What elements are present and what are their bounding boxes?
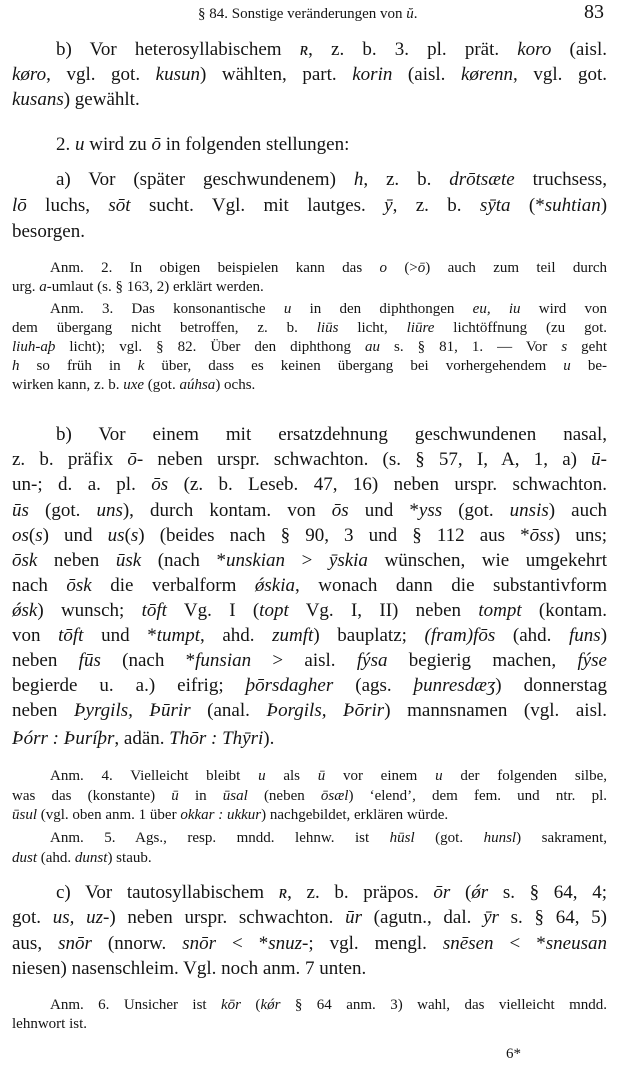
italic-word: Þorgils, Þōrir: [266, 700, 385, 721]
text-run: (*: [510, 195, 545, 216]
text-line: [12, 574, 607, 598]
text-line: [12, 423, 607, 447]
italic-word: fýse: [577, 650, 607, 671]
text-run: ) bauplatz;: [313, 625, 425, 646]
text-line: [12, 786, 607, 806]
italic-word: ōss: [529, 525, 554, 546]
text-run: , vgl. got.: [46, 64, 156, 85]
text-run: Vg. I (: [166, 600, 260, 621]
text-run: licht); vgl. § 82. Über den diphthong: [55, 339, 365, 355]
text-run: begierde u. a.) eifrig;: [12, 675, 246, 696]
text-run: lichtöffnung (zu got.: [434, 320, 607, 336]
text-run: (ahd.: [37, 850, 75, 866]
text-run: (nach *: [141, 550, 226, 571]
italic-word: h: [353, 169, 364, 190]
text-run: und *: [83, 625, 157, 646]
text-line: [12, 194, 607, 218]
italic-word: au: [364, 339, 380, 355]
text-run: ) und: [42, 525, 108, 546]
text-run: Anm. 2. In obigen beispielen kann das: [50, 260, 380, 276]
text-run: neben: [37, 550, 116, 571]
text-line: [12, 1014, 607, 1034]
text-run: Anm. 3. Das konsonantische: [50, 301, 284, 317]
text-line: [12, 473, 607, 497]
italic-word: Þórr : Þuríþr: [12, 728, 115, 749]
italic-word: ōsk: [66, 575, 92, 596]
text-run: ) gewählt.: [63, 89, 140, 110]
text-run: ) wunsch;: [37, 600, 142, 621]
text-run: , z. b.: [363, 169, 450, 190]
italic-word: ʀ: [278, 882, 288, 903]
text-run: >: [285, 550, 329, 571]
italic-word: tumpt: [156, 625, 200, 646]
text-run: ) sakrament,: [516, 830, 607, 846]
text-run: sucht. Vgl. mit lautges.: [130, 195, 385, 216]
text-run: Anm. 6. Unsicher ist: [50, 997, 222, 1013]
italic-word: ū: [171, 788, 179, 804]
italic-word: ȳskia: [328, 550, 368, 571]
text-line: [12, 318, 607, 338]
italic-word: unsis: [509, 500, 549, 521]
text-run: (ahd.: [495, 625, 570, 646]
italic-word: uns: [96, 500, 123, 521]
italic-word: okkar : ukkur: [180, 807, 262, 823]
italic-word: yss: [418, 500, 443, 521]
italic-word: køro: [12, 64, 47, 85]
text-line: [12, 674, 607, 698]
text-run: (: [450, 882, 472, 903]
italic-word: koro: [517, 39, 552, 60]
italic-word: ǿskia: [254, 575, 295, 596]
text-run: ) mannsnamen (vgl. aisl.: [384, 700, 607, 721]
text-run: (neben: [247, 788, 321, 804]
italic-word: ʀ: [299, 39, 309, 60]
text-run: § 64 anm. 3) wahl, das vielleicht mndd.: [280, 997, 608, 1013]
italic-word: aúhsa: [179, 377, 216, 393]
text-run: wird von: [520, 301, 608, 317]
text-run: , z. b. präpos.: [287, 882, 434, 903]
italic-word: ȳ: [384, 195, 393, 216]
text-line: [12, 995, 607, 1015]
italic-word: funsian: [195, 650, 252, 671]
text-run: , vgl. got.: [513, 64, 608, 85]
italic-word: uxe: [123, 377, 145, 393]
text-line: [12, 599, 607, 623]
text-run: (anal.: [190, 700, 267, 721]
italic-word: eu, iu: [472, 301, 521, 317]
text-run: , z. b. 3. pl. prät.: [308, 39, 518, 60]
text-run: (ags.: [333, 675, 414, 696]
italic-word: ō: [417, 260, 426, 276]
italic-word: Þyrgils, Þūrir: [73, 700, 191, 721]
text-run: a) Vor (später geschwundenem): [56, 169, 354, 190]
text-run: got.: [12, 907, 53, 928]
italic-word: ō-: [127, 449, 144, 470]
italic-word: ǿr: [471, 882, 489, 903]
italic-word: liūre: [406, 320, 435, 336]
text-line: [12, 88, 607, 112]
text-line: [12, 699, 607, 723]
text-line: [12, 220, 607, 244]
text-run: lehnwort ist.: [12, 1016, 87, 1032]
text-line: [12, 299, 607, 319]
italic-word: s: [130, 525, 139, 546]
text-run: urg.: [12, 279, 40, 295]
italic-word: zumft: [272, 625, 314, 646]
text-line: [12, 38, 607, 62]
italic-word: ōr: [433, 882, 451, 903]
text-line: [12, 848, 607, 868]
text-run: ) ‘elend’, dem fem. und ntr. pl.: [348, 788, 607, 804]
text-line: [12, 932, 607, 956]
text-run: in folgenden stellungen:: [161, 134, 350, 155]
text-line: [12, 448, 607, 472]
italic-word: þōrsdagher: [245, 675, 334, 696]
italic-word: us, uz-: [52, 907, 110, 928]
text-run: ) auch zum teil durch: [425, 260, 607, 276]
text-run: Vg. I, II) neben: [288, 600, 479, 621]
text-line: [12, 828, 607, 848]
text-run: wird zu: [84, 134, 152, 155]
italic-word: u: [75, 134, 85, 155]
italic-word: s: [561, 339, 568, 355]
italic-word: sōt: [108, 195, 131, 216]
text-line: [12, 277, 607, 297]
text-run: ) donnerstag: [495, 675, 607, 696]
italic-word: ōsæl: [320, 788, 349, 804]
text-run: und *: [348, 500, 419, 521]
italic-word: ū-: [591, 449, 607, 470]
text-run: (vgl. oben anm. 1 über: [37, 807, 181, 823]
text-run: s. § 81, 1. — Vor: [379, 339, 562, 355]
text-run: vor einem: [325, 768, 436, 784]
text-run: , z. b.: [392, 195, 480, 216]
text-run: (nach *: [100, 650, 196, 671]
text-run: (: [241, 997, 261, 1013]
text-run: Anm. 4. Vielleicht bleibt: [50, 768, 259, 784]
text-run: (>: [387, 260, 418, 276]
text-run: s. § 64, 4;: [488, 882, 607, 903]
page-number: 83: [584, 1, 604, 23]
text-run: , wonach dann die substantivform: [294, 575, 607, 596]
italic-word: þunresdæʒ: [413, 675, 496, 696]
text-run: ): [600, 625, 608, 646]
italic-word: a: [39, 279, 47, 295]
text-run: (got.: [144, 377, 180, 393]
text-run: (got.: [442, 500, 510, 521]
italic-word: snōr: [182, 933, 217, 954]
text-run: neben urspr. schwachton. (s. § 57, I, A, 1, a): [143, 449, 592, 470]
text-run: b) Vor heterosyllabischem: [56, 39, 300, 60]
text-run: 2.: [56, 134, 75, 155]
text-run: als: [265, 768, 318, 784]
text-run: die verbalform: [91, 575, 255, 596]
italic-word: us: [107, 525, 125, 546]
text-run: ) neben urspr. schwachton.: [109, 907, 346, 928]
italic-word: kørenn: [460, 64, 514, 85]
text-run: ) auch: [548, 500, 608, 521]
text-run: Sonstige veränderungen von: [231, 6, 407, 22]
italic-word: kōr: [221, 997, 242, 1013]
italic-word: korin: [352, 64, 393, 85]
text-run: < *: [216, 933, 269, 954]
text-run: luchs,: [26, 195, 109, 216]
text-line: [12, 133, 607, 157]
italic-word: Thōr : Thȳri: [169, 728, 264, 749]
signature-mark: 6*: [506, 1046, 521, 1062]
text-run: der folgenden silbe,: [442, 768, 607, 784]
text-run: licht,: [338, 320, 407, 336]
text-run: begierig machen,: [387, 650, 578, 671]
italic-word: sȳta: [479, 195, 511, 216]
text-line: [12, 649, 607, 673]
text-run: wirken kann, z. b.: [12, 377, 124, 393]
italic-word: o: [379, 260, 387, 276]
italic-word: ō: [151, 134, 162, 155]
italic-word: u: [258, 768, 266, 784]
italic-word: ǿsk: [12, 600, 38, 621]
italic-word: ūsk: [115, 550, 142, 571]
section-number: § 84.: [198, 6, 228, 22]
text-line: [12, 881, 607, 905]
text-run: , adän.: [114, 728, 170, 749]
italic-word: ȳr: [483, 907, 499, 928]
text-run: ), durch kontam. von: [122, 500, 332, 521]
italic-word: liūs: [316, 320, 339, 336]
text-run: ).: [263, 728, 275, 749]
text-run: (aisl.: [551, 39, 607, 60]
text-run: über, dass es keinen übergang bei vorhergehendem: [144, 358, 564, 374]
text-run: ) nachgebildet, erklären würde.: [261, 807, 449, 823]
text-line: [12, 375, 607, 395]
text-run: besorgen.: [12, 221, 85, 242]
text-run: c) Vor tautosyllabischem: [56, 882, 279, 903]
text-run: (: [124, 525, 131, 546]
text-line: [12, 258, 607, 278]
text-run: niesen) nasenschleim. Vgl. noch anm. 7 unten.: [12, 958, 367, 979]
text-run: ) (beides nach § 90, 3 und § 112 aus *: [138, 525, 530, 546]
italic-word: k: [137, 358, 145, 374]
text-line: [12, 906, 607, 930]
text-line: [12, 524, 607, 548]
italic-word: tompt: [478, 600, 522, 621]
italic-word: u: [283, 301, 292, 317]
running-head-title: [232, 6, 418, 22]
text-line: [12, 957, 607, 981]
text-run: > aisl.: [251, 650, 357, 671]
italic-word: suhtian: [544, 195, 601, 216]
text-run: un-; d. a. pl.: [12, 474, 152, 495]
text-run: so früh in: [19, 358, 138, 374]
text-run: (got.: [28, 500, 97, 521]
text-run: s. § 64, 5): [498, 907, 607, 928]
italic-word: s: [35, 525, 43, 546]
text-run: z. b. präfix: [12, 449, 128, 470]
text-run: in: [178, 788, 223, 804]
text-run: neben: [12, 700, 74, 721]
text-line: [12, 337, 607, 357]
italic-word: ōsk: [12, 550, 38, 571]
text-run: -umlaut (s. § 163, 2) erklärt werden.: [46, 279, 264, 295]
italic-word: ūs: [12, 500, 29, 521]
text-run: ) staub.: [107, 850, 152, 866]
text-run: (agutn., dal.: [361, 907, 484, 928]
italic-word: kusun: [155, 64, 200, 85]
italic-word: snōr: [58, 933, 92, 954]
text-run: neben: [12, 650, 79, 671]
italic-word: ūsul: [12, 807, 38, 823]
italic-word: tōft: [141, 600, 167, 621]
text-run: ; vgl. mengl.: [308, 933, 443, 954]
text-run: (z. b. Leseb. 47, 16) neben urspr. schwachton.: [168, 474, 608, 495]
text-run: < *: [493, 933, 546, 954]
text-run: von: [12, 625, 59, 646]
italic-word: funs: [569, 625, 601, 646]
text-run: was das (konstante): [12, 788, 172, 804]
text-run: Anm. 5. Ags., resp. mndd. lehnw. ist: [50, 830, 390, 846]
italic-word: ūsal: [222, 788, 248, 804]
text-run: nach: [12, 575, 67, 596]
italic-word: liuh-aþ: [12, 339, 56, 355]
italic-word: h: [12, 358, 20, 374]
italic-word: os: [12, 525, 29, 546]
text-line: [12, 766, 607, 786]
italic-word: hunsl: [483, 830, 517, 846]
running-head: [198, 4, 418, 24]
text-line: [12, 805, 607, 825]
text-run: (nnorw.: [91, 933, 183, 954]
text-line: [12, 727, 607, 751]
text-run: b) Vor einem mit ersatzdehnung geschwundenen nasal,: [56, 424, 607, 445]
text-line: [12, 63, 607, 87]
italic-word: kusans: [12, 89, 64, 110]
text-line: [12, 168, 607, 192]
text-run: (: [28, 525, 36, 546]
italic-word: snuz-: [268, 933, 309, 954]
italic-word: u: [435, 768, 443, 784]
text-line: [12, 356, 607, 376]
italic-word: (fram)fōs: [424, 625, 496, 646]
text-run: wünschen, wie umgekehrt: [367, 550, 608, 571]
text-run: truchsess,: [514, 169, 608, 190]
text-run: ): [600, 195, 608, 216]
text-run: ) ochs.: [215, 377, 256, 393]
italic-word: hūsl: [389, 830, 415, 846]
italic-word: snēsen: [442, 933, 494, 954]
text-run: ) wählten, part.: [200, 64, 353, 85]
italic-word: fūs: [78, 650, 101, 671]
italic-word: ŭ: [406, 6, 414, 22]
italic-word: dunst: [74, 850, 108, 866]
italic-word: ōs: [151, 474, 169, 495]
text-line: [12, 499, 607, 523]
italic-word: fýsa: [356, 650, 388, 671]
italic-word: tōft: [58, 625, 84, 646]
text-run: (aisl.: [392, 64, 461, 85]
text-run: be-: [570, 358, 608, 374]
italic-word: topt: [259, 600, 289, 621]
italic-word: kǿr: [260, 997, 281, 1013]
italic-word: ū: [317, 768, 326, 784]
text-run: .: [413, 6, 418, 22]
text-run: aus,: [12, 933, 59, 954]
text-run: , ahd.: [199, 625, 273, 646]
italic-word: ōs: [331, 500, 349, 521]
text-line: [12, 549, 607, 573]
italic-word: sneusan: [545, 933, 607, 954]
text-line: [12, 624, 607, 648]
italic-word: drōtsæte: [449, 169, 515, 190]
italic-word: u: [563, 358, 571, 374]
text-run: (got.: [414, 830, 484, 846]
text-run: in den diphthongen: [291, 301, 473, 317]
text-run: dem übergang nicht betroffen, z. b.: [12, 320, 317, 336]
italic-word: ūr: [345, 907, 362, 928]
text-run: ) uns;: [553, 525, 608, 546]
text-run: (kontam.: [521, 600, 608, 621]
text-run: geht: [567, 339, 607, 355]
italic-word: dust: [12, 850, 38, 866]
italic-word: unskian: [225, 550, 286, 571]
italic-word: lō: [12, 195, 27, 216]
